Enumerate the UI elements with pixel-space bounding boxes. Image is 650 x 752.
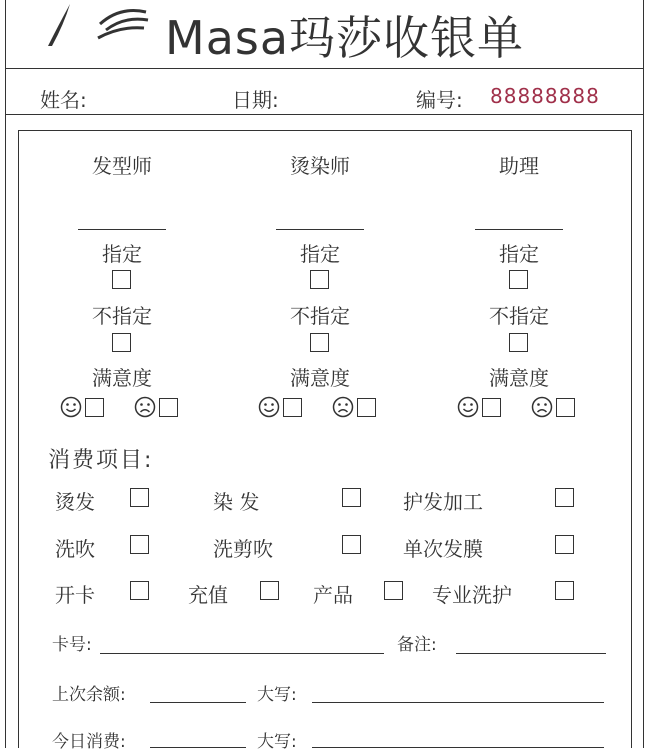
colorist-satisfaction-label: 满意度 (290, 366, 350, 390)
stylist-not-assigned-checkbox[interactable] (112, 333, 131, 352)
card-number-label: 卡号: (52, 635, 92, 655)
last-balance-line[interactable] (150, 702, 246, 703)
colorist-sad-checkbox[interactable] (357, 398, 376, 417)
card-number-line[interactable] (100, 653, 384, 654)
inner-box-right (631, 130, 632, 748)
service-perm-checkbox[interactable] (130, 488, 149, 507)
page-border-left (5, 0, 6, 748)
stylist-sad-checkbox[interactable] (159, 398, 178, 417)
remark-label: 备注: (397, 635, 437, 655)
colorist-name-line[interactable] (276, 229, 364, 230)
assistant-not-assigned-checkbox[interactable] (509, 333, 528, 352)
staff-role-stylist: 发型师 (92, 154, 152, 178)
service-open-card: 开卡 (55, 583, 95, 607)
colorist-not-assigned-checkbox[interactable] (310, 333, 329, 352)
service-open-card-checkbox[interactable] (130, 581, 149, 600)
service-wash-cut-blow: 洗剪吹 (213, 537, 273, 561)
service-hair-mask-checkbox[interactable] (555, 535, 574, 554)
service-hair-mask: 单次发膜 (403, 537, 483, 561)
service-hair-care: 护发加工 (403, 490, 483, 514)
serial-number: 88888888 (490, 84, 600, 108)
services-title: 消费项目: (48, 448, 154, 473)
number-label: 编号: (416, 88, 463, 112)
service-pro-wash-checkbox[interactable] (555, 581, 574, 600)
assistant-assigned-checkbox[interactable] (509, 270, 528, 289)
stylist-name-line[interactable] (78, 229, 166, 230)
service-dye-checkbox[interactable] (342, 488, 361, 507)
assistant-assigned-label: 指定 (499, 242, 539, 266)
hair-swirl-logo-icon (40, 0, 160, 50)
assistant-happy-checkbox[interactable] (482, 398, 501, 417)
smiley-face-icon (60, 396, 82, 418)
colorist-happy-checkbox[interactable] (283, 398, 302, 417)
today-spend-label: 今日消费: (52, 732, 126, 752)
service-product-checkbox[interactable] (384, 581, 403, 600)
colorist-assigned-label: 指定 (300, 242, 340, 266)
header-divider-top (5, 68, 644, 69)
name-label: 姓名: (40, 88, 87, 112)
brand-title: Masa玛莎收银单 (165, 11, 525, 65)
stylist-assigned-label: 指定 (102, 242, 142, 266)
frowning-face-icon (134, 396, 156, 418)
frowning-face-icon (531, 396, 553, 418)
spend-uppercase-label: 大写: (257, 732, 297, 752)
staff-role-assistant: 助理 (499, 154, 539, 178)
assistant-not-assigned-label: 不指定 (489, 304, 549, 328)
service-wash-cut-blow-checkbox[interactable] (342, 535, 361, 554)
service-perm: 烫发 (55, 490, 95, 514)
service-top-up: 充值 (188, 583, 228, 607)
smiley-face-icon (258, 396, 280, 418)
last-balance-label: 上次余额: (52, 685, 126, 705)
service-hair-care-checkbox[interactable] (555, 488, 574, 507)
assistant-satisfaction-label: 满意度 (489, 366, 549, 390)
stylist-satisfaction-label: 满意度 (92, 366, 152, 390)
stylist-assigned-checkbox[interactable] (112, 270, 131, 289)
date-label: 日期: (232, 88, 279, 112)
assistant-name-line[interactable] (475, 229, 563, 230)
service-wash-blow-checkbox[interactable] (130, 535, 149, 554)
page-border-right (643, 0, 644, 748)
balance-uppercase-line[interactable] (312, 702, 604, 703)
staff-role-colorist: 烫染师 (290, 154, 350, 178)
stylist-happy-checkbox[interactable] (85, 398, 104, 417)
service-wash-blow: 洗吹 (55, 537, 95, 561)
colorist-assigned-checkbox[interactable] (310, 270, 329, 289)
header-divider-bottom (5, 114, 644, 115)
stylist-not-assigned-label: 不指定 (92, 304, 152, 328)
service-pro-wash: 专业洗护 (432, 583, 512, 607)
assistant-sad-checkbox[interactable] (556, 398, 575, 417)
inner-box-top (18, 130, 632, 131)
service-dye: 染 发 (213, 490, 260, 514)
smiley-face-icon (457, 396, 479, 418)
colorist-not-assigned-label: 不指定 (290, 304, 350, 328)
service-top-up-checkbox[interactable] (260, 581, 279, 600)
remark-line[interactable] (456, 653, 606, 654)
inner-box-left (18, 130, 19, 748)
frowning-face-icon (332, 396, 354, 418)
balance-uppercase-label: 大写: (257, 685, 297, 705)
service-product: 产品 (313, 583, 353, 607)
